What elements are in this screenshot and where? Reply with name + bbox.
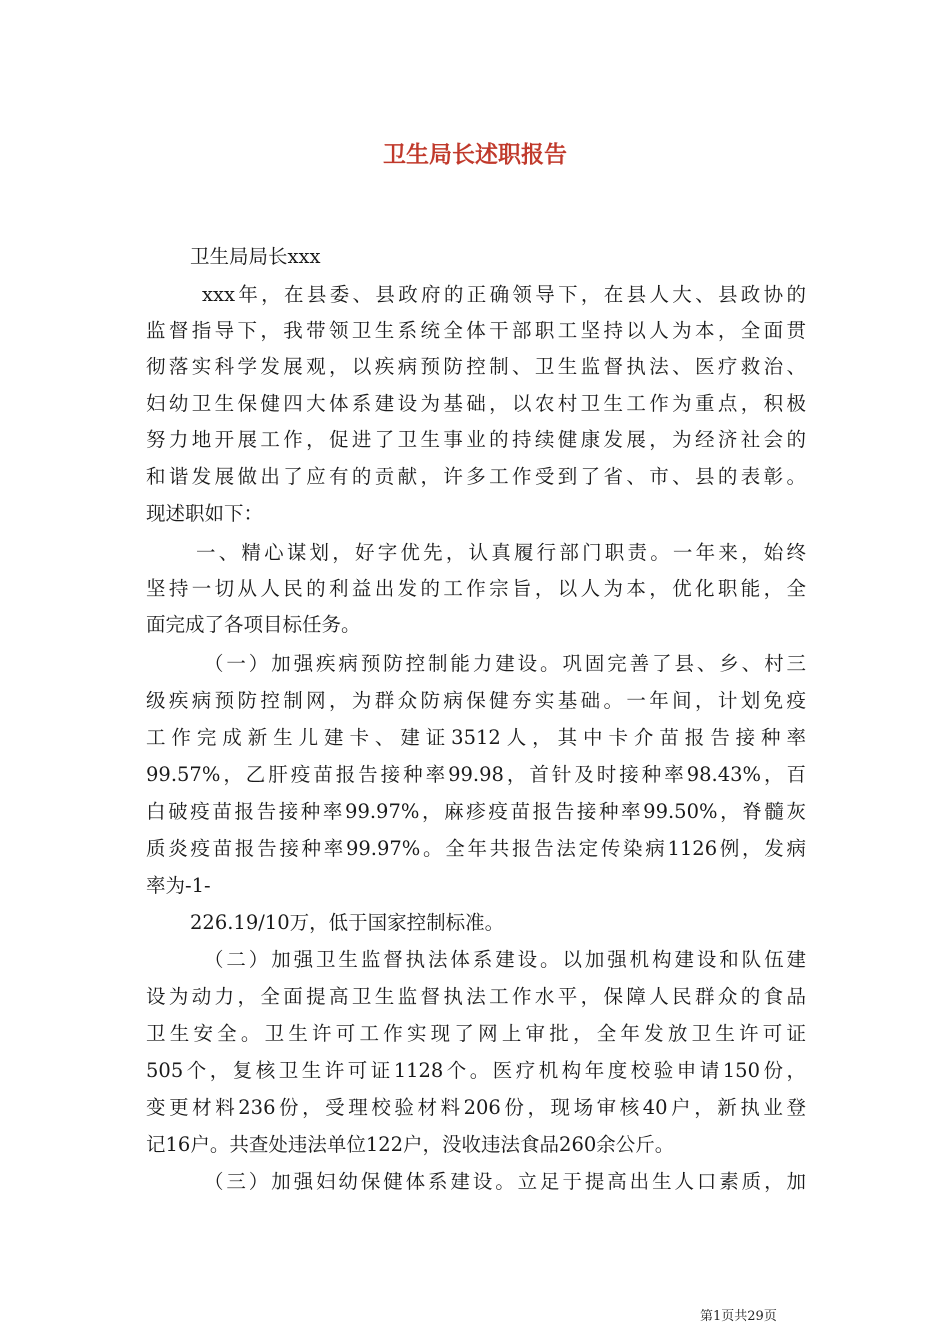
subsection-line: （一）加强疾病预防控制能力建设。巩固完善了县、乡、村三	[204, 652, 806, 675]
paragraph-line: 现述职如下：	[146, 502, 264, 525]
paragraph-line: 变更材料236份，受理校验材料206份，现场审核40户，新执业登	[146, 1096, 806, 1119]
section-heading-line: 一、精心谋划，好字优先，认真履行部门职责。一年来，始终	[196, 541, 806, 564]
paragraph-line: 505个，复核卫生许可证1128个。医疗机构年度校验申请150份，	[146, 1059, 806, 1082]
paragraph-line: 卫生安全。卫生许可工作实现了网上审批，全年发放卫生许可证	[146, 1022, 806, 1045]
paragraph-line: 努力地开展工作，促进了卫生事业的持续健康发展，为经济社会的	[146, 428, 806, 451]
paragraph-line: 设为动力，全面提高卫生监督执法工作水平，保障人民群众的食品	[146, 985, 806, 1008]
paragraph-line: 白破疫苗报告接种率99.97%，麻疹疫苗报告接种率99.50%，脊髓灰	[146, 800, 806, 823]
paragraph-line: 226.19/10万，低于国家控制标准。	[190, 911, 505, 934]
paragraph-line: 级疾病预防控制网，为群众防病保健夯实基础。一年间，计划免疫	[146, 689, 806, 712]
paragraph-line: 面完成了各项目标任务。	[146, 613, 361, 636]
paragraph-line: 质炎疫苗报告接种率99.97%。全年共报告法定传染病1126例，发病	[146, 837, 806, 860]
paragraph-line: 工作完成新生儿建卡、建证3512人，其中卡介苗报告接种率	[146, 726, 806, 749]
paragraph-line: xxx年，在县委、县政府的正确领导下，在县人大、县政协的	[202, 283, 806, 306]
document-title: 卫生局长述职报告	[383, 141, 567, 168]
paragraph-line: 妇幼卫生保健四大体系建设为基础，以农村卫生工作为重点，积极	[146, 392, 806, 415]
paragraph-line: 坚持一切从人民的利益出发的工作宗旨，以人为本，优化职能，全	[146, 577, 806, 600]
subsection-line: （二）加强卫生监督执法体系建设。以加强机构建设和队伍建	[204, 948, 806, 971]
paragraph-line: 99.57%，乙肝疫苗报告接种率99.98，首针及时接种率98.43%，百	[146, 763, 806, 786]
page-number: 第1页共29页	[700, 1309, 777, 1324]
author-line: 卫生局局长xxx	[190, 245, 321, 268]
subsection-line: （三）加强妇幼保健体系建设。立足于提高出生人口素质，加	[204, 1170, 806, 1193]
paragraph-line: 记16户。共查处违法单位122户，没收违法食品260余公斤。	[146, 1133, 675, 1156]
paragraph-line: 彻落实科学发展观，以疾病预防控制、卫生监督执法、医疗救治、	[146, 355, 806, 378]
paragraph-line: 监督指导下，我带领卫生系统全体干部职工坚持以人为本，全面贯	[146, 319, 806, 342]
paragraph-line: 率为-1-	[146, 874, 211, 897]
paragraph-line: 和谐发展做出了应有的贡献，许多工作受到了省、市、县的表彰。	[146, 465, 806, 488]
